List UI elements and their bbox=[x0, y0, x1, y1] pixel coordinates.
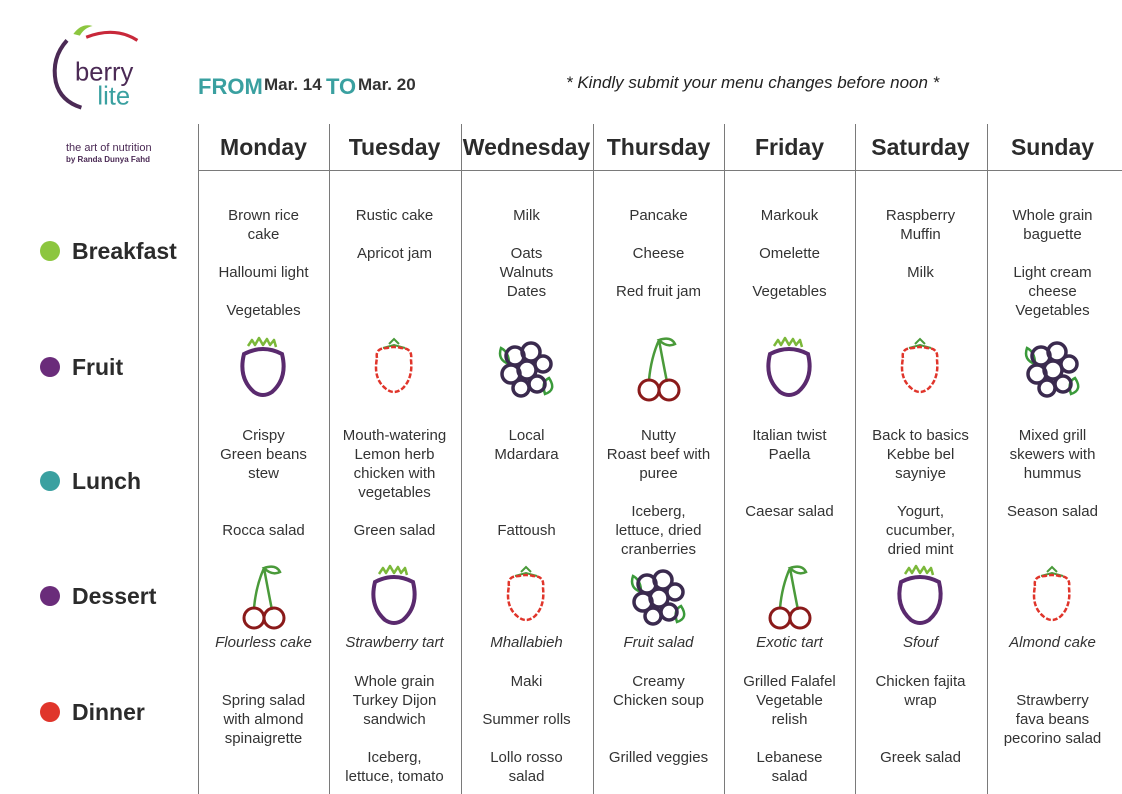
breakfast-item-line bbox=[724, 263, 855, 282]
dinner-item-line: wrap bbox=[904, 692, 937, 709]
row-label-lunch bbox=[40, 466, 141, 496]
dinner-item-line bbox=[593, 729, 724, 748]
blueberries-icon bbox=[491, 334, 561, 402]
row-label-fruit bbox=[40, 352, 123, 382]
lunch-dot-icon bbox=[40, 471, 60, 491]
dinner-cell-wednesday bbox=[461, 672, 592, 786]
dinner-cell-monday bbox=[198, 672, 329, 748]
breakfast-dot-icon bbox=[40, 241, 60, 261]
lunch-item-line: sayniye bbox=[895, 465, 946, 482]
cherry-icon bbox=[228, 562, 298, 630]
breakfast-item-line: Whole grain bbox=[1012, 207, 1093, 224]
lunch-item-line: Local bbox=[508, 427, 545, 444]
breakfast-cell-wednesday bbox=[461, 206, 592, 301]
dinner-item-line: Chicken soup bbox=[613, 692, 704, 709]
breakfast-item-line bbox=[987, 244, 1118, 263]
breakfast-item-line: Halloumi light bbox=[218, 264, 309, 281]
dinner-item-line bbox=[461, 691, 592, 710]
dinner-cell-sunday bbox=[987, 672, 1118, 748]
breakfast-cell-tuesday bbox=[329, 206, 460, 263]
day-header-thursday: Thursday bbox=[606, 134, 711, 160]
dinner-dot-icon bbox=[40, 702, 60, 722]
breakfast-item-line: Markouk bbox=[760, 207, 819, 224]
dinner-item-line bbox=[855, 729, 986, 748]
dessert-item-sunday: Almond cake bbox=[1009, 634, 1096, 651]
row-label-text: Dessert bbox=[72, 582, 157, 609]
lunch-item-line bbox=[461, 502, 592, 521]
logo-byline: by Randa Dunya Fahd bbox=[66, 155, 151, 164]
breakfast-item-line: Walnuts bbox=[499, 264, 554, 281]
lunch-item-line: Green salad bbox=[353, 522, 436, 539]
lunch-item-line: Fattoush bbox=[497, 522, 556, 539]
day-header-wednesday: Wednesday bbox=[462, 134, 591, 160]
breakfast-item-line bbox=[329, 225, 460, 244]
lunch-item-line: Mdardara bbox=[494, 446, 559, 463]
dinner-item-line: salad bbox=[771, 768, 808, 785]
dinner-item-line: Strawberry bbox=[1016, 692, 1089, 709]
dessert-item-thursday: Fruit salad bbox=[623, 634, 694, 651]
dinner-item-line: salad bbox=[508, 768, 545, 785]
plum-icon bbox=[228, 334, 298, 402]
dinner-item-line: Vegetable bbox=[756, 692, 823, 709]
lunch-item-line: Iceberg, bbox=[631, 503, 686, 520]
breakfast-item-line: Vegetables bbox=[226, 302, 301, 319]
cherry-icon bbox=[754, 562, 824, 630]
lunch-cell-thursday bbox=[593, 426, 724, 559]
plum-icon bbox=[754, 334, 824, 402]
lunch-item-line bbox=[724, 464, 855, 483]
lunch-item-line: Back to basics bbox=[872, 427, 969, 444]
breakfast-cell-sunday bbox=[987, 206, 1118, 320]
logo-word-berry: berry bbox=[75, 58, 134, 87]
raspberry-icon bbox=[491, 562, 561, 630]
breakfast-item-line: Red fruit jam bbox=[615, 283, 702, 300]
lunch-item-line: Roast beef with bbox=[606, 446, 711, 463]
dinner-item-line bbox=[593, 710, 724, 729]
breakfast-cell-thursday bbox=[593, 206, 724, 301]
breakfast-item-line bbox=[593, 263, 724, 282]
dinner-item-line: Creamy bbox=[632, 673, 685, 690]
menu-change-notice: * Kindly submit your menu changes before noon * bbox=[566, 73, 940, 92]
row-label-text: Dinner bbox=[72, 698, 145, 725]
lunch-cell-friday bbox=[724, 426, 855, 521]
breakfast-item-line bbox=[198, 282, 329, 301]
breakfast-item-line bbox=[198, 244, 329, 263]
dinner-item-line: Lollo rosso bbox=[490, 749, 563, 766]
day-header-friday: Friday bbox=[754, 134, 825, 160]
lunch-item-line bbox=[724, 483, 855, 502]
breakfast-item-line: baguette bbox=[1023, 226, 1082, 243]
lunch-item-line bbox=[461, 483, 592, 502]
breakfast-item-line: cake bbox=[247, 226, 280, 243]
header-divider bbox=[198, 170, 1122, 171]
breakfast-item-line bbox=[724, 225, 855, 244]
dinner-item-line bbox=[329, 729, 460, 748]
dinner-cell-tuesday bbox=[329, 672, 460, 786]
row-label-dinner bbox=[40, 697, 145, 727]
dessert-item-wednesday: Mhallabieh bbox=[490, 634, 563, 651]
dinner-item-line: pecorino salad bbox=[1003, 730, 1102, 747]
breakfast-item-line: Raspberry bbox=[885, 207, 956, 224]
breakfast-item-line: Cheese bbox=[632, 245, 685, 262]
row-label-text: Fruit bbox=[72, 353, 124, 380]
dinner-item-line: Whole grain bbox=[354, 673, 435, 690]
dinner-item-line: with almond bbox=[223, 711, 304, 728]
lunch-item-line bbox=[855, 483, 986, 502]
dessert-item-monday: Flourless cake bbox=[215, 634, 312, 651]
lunch-cell-tuesday bbox=[329, 426, 460, 540]
cherry-icon bbox=[623, 334, 693, 402]
blueberries-icon bbox=[623, 562, 693, 630]
breakfast-item-line: Milk bbox=[907, 264, 934, 281]
breakfast-item-line: Vegetables bbox=[1015, 302, 1090, 319]
row-label-dessert bbox=[40, 581, 156, 611]
dessert-item-tuesday: Strawberry tart bbox=[345, 634, 444, 651]
breakfast-item-line: Omelette bbox=[759, 245, 820, 262]
blueberries-icon bbox=[1017, 334, 1087, 402]
dessert-item-friday: Exotic tart bbox=[756, 634, 823, 651]
dinner-item-line: Summer rolls bbox=[482, 711, 571, 728]
lunch-item-line: Nutty bbox=[640, 427, 676, 444]
dinner-item-line: fava beans bbox=[1015, 711, 1090, 728]
dinner-item-line bbox=[724, 729, 855, 748]
breakfast-item-line: Rustic cake bbox=[355, 207, 434, 224]
lunch-item-line: cranberries bbox=[620, 541, 697, 558]
lunch-item-line: chicken with bbox=[353, 465, 436, 482]
raspberry-icon bbox=[1017, 562, 1087, 630]
lunch-item-line: Mouth-watering bbox=[342, 427, 447, 444]
dinner-cell-saturday bbox=[855, 672, 986, 767]
dinner-item-line: Grilled veggies bbox=[608, 749, 709, 766]
lunch-item-line bbox=[198, 502, 329, 521]
dessert-item-saturday: Sfouf bbox=[902, 634, 939, 651]
breakfast-item-line: Pancake bbox=[629, 207, 688, 224]
dessert-dot-icon bbox=[40, 586, 60, 606]
lunch-item-line: Italian twist bbox=[752, 427, 827, 444]
to-date: Mar. 20 bbox=[358, 75, 416, 94]
breakfast-item-line: cheese bbox=[1028, 283, 1077, 300]
lunch-item-line bbox=[198, 483, 329, 502]
lunch-item-line: Green beans bbox=[220, 446, 307, 463]
breakfast-item-line: Vegetables bbox=[752, 283, 827, 300]
lunch-item-line: cucumber, bbox=[885, 522, 956, 539]
dinner-item-line: Greek salad bbox=[880, 749, 961, 766]
breakfast-item-line bbox=[461, 225, 592, 244]
lunch-item-line: dried mint bbox=[887, 541, 954, 558]
breakfast-item-line: Muffin bbox=[900, 226, 941, 243]
lunch-item-line: vegetables bbox=[358, 484, 431, 501]
lunch-item-line: skewers with bbox=[1009, 446, 1096, 463]
row-label-text: Lunch bbox=[72, 467, 141, 494]
dinner-item-line: Lebanese bbox=[756, 749, 823, 766]
dinner-item-line bbox=[987, 672, 1118, 691]
breakfast-item-line: Light cream bbox=[1013, 264, 1092, 281]
breakfast-cell-monday bbox=[198, 206, 329, 320]
lunch-item-line bbox=[593, 483, 724, 502]
lunch-cell-monday bbox=[198, 426, 329, 540]
lunch-item-line bbox=[987, 483, 1118, 502]
breakfast-item-line bbox=[593, 225, 724, 244]
dinner-item-line: Turkey Dijon bbox=[352, 692, 437, 709]
dinner-item-line: Grilled Falafel bbox=[743, 673, 836, 690]
lunch-item-line: Yogurt, bbox=[897, 503, 944, 520]
dinner-item-line: Chicken fajita bbox=[875, 673, 966, 690]
lunch-item-line: hummus bbox=[1023, 465, 1082, 482]
dinner-item-line: Iceberg, bbox=[367, 749, 422, 766]
day-header-saturday: Saturday bbox=[871, 134, 970, 160]
dinner-item-line bbox=[855, 710, 986, 729]
lunch-item-line: Kebbe bel bbox=[886, 446, 955, 463]
breakfast-item-line bbox=[855, 244, 986, 263]
raspberry-icon bbox=[885, 334, 955, 402]
dinner-item-line: Maki bbox=[510, 673, 543, 690]
lunch-item-line: lettuce, dried bbox=[615, 522, 702, 539]
lunch-item-line: Season salad bbox=[1007, 503, 1098, 520]
lunch-item-line: Caesar salad bbox=[745, 503, 834, 520]
plum-icon bbox=[359, 562, 429, 630]
lunch-item-line bbox=[461, 464, 592, 483]
dinner-item-line: relish bbox=[771, 711, 808, 728]
breakfast-cell-friday bbox=[724, 206, 855, 301]
lunch-item-line bbox=[329, 502, 460, 521]
lunch-item-line: Crispy bbox=[242, 427, 285, 444]
logo-word-lite: lite bbox=[97, 82, 131, 111]
lunch-item-line: stew bbox=[248, 465, 279, 482]
lunch-item-line: Lemon herb bbox=[354, 446, 435, 463]
logo-tagline: the art of nutrition bbox=[66, 142, 152, 154]
from-date: Mar. 14 bbox=[264, 75, 322, 94]
dinner-cell-friday bbox=[724, 672, 855, 786]
from-label: FROM bbox=[198, 74, 263, 99]
row-label-text: Breakfast bbox=[72, 237, 177, 264]
breakfast-item-line: Milk bbox=[513, 207, 540, 224]
day-header-tuesday: Tuesday bbox=[348, 134, 441, 160]
lunch-cell-saturday bbox=[855, 426, 986, 559]
lunch-item-line: Paella bbox=[768, 446, 811, 463]
lunch-item-line: Mixed grill bbox=[1018, 427, 1087, 444]
dinner-item-line bbox=[461, 729, 592, 748]
lunch-cell-sunday bbox=[987, 426, 1118, 521]
to-label: TO bbox=[326, 74, 357, 99]
row-label-breakfast bbox=[40, 236, 177, 266]
breakfast-item-line: Brown rice bbox=[228, 207, 299, 224]
dinner-item-line: lettuce, tomato bbox=[345, 768, 444, 785]
dinner-item-line bbox=[198, 672, 329, 691]
dinner-cell-thursday bbox=[593, 672, 724, 767]
fruit-dot-icon bbox=[40, 357, 60, 377]
day-header-sunday: Sunday bbox=[1010, 134, 1095, 160]
breakfast-item-line: Dates bbox=[506, 283, 547, 300]
breakfast-cell-saturday bbox=[855, 206, 986, 282]
day-header-monday: Monday bbox=[220, 134, 307, 160]
dinner-item-line: Spring salad bbox=[221, 692, 306, 709]
breakfast-item-line: Oats bbox=[510, 245, 543, 262]
raspberry-icon bbox=[359, 334, 429, 402]
breakfast-item-line: Apricot jam bbox=[356, 245, 433, 262]
lunch-item-line: Rocca salad bbox=[222, 522, 305, 539]
plum-icon bbox=[885, 562, 955, 630]
lunch-cell-wednesday bbox=[461, 426, 592, 540]
dinner-item-line: spinaigrette bbox=[224, 730, 303, 747]
lunch-item-line: puree bbox=[639, 465, 678, 482]
dinner-item-line: sandwich bbox=[363, 711, 426, 728]
